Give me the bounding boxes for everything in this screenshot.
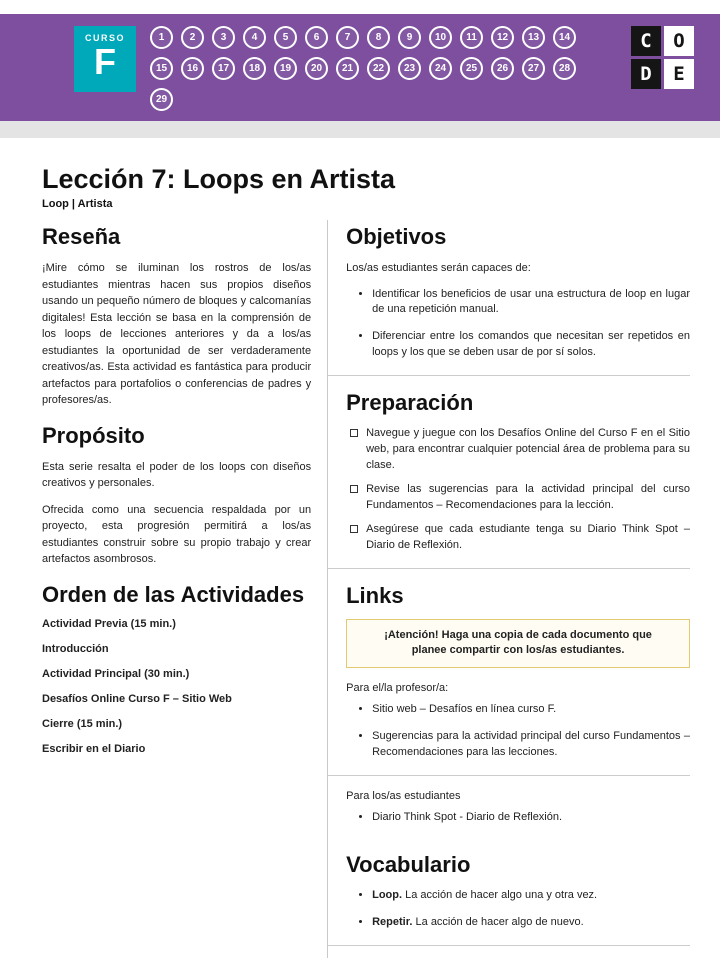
course-label: CURSO [84, 33, 125, 43]
lesson-bubble-23[interactable]: 23 [398, 57, 421, 80]
lesson-content [0, 138, 720, 958]
code-org-logo [631, 26, 694, 89]
lesson-bubble-26[interactable]: 26 [491, 57, 514, 80]
activity-order-list [42, 618, 311, 755]
preparation-item-text: Navegue y juegue con los Desafíos Online del Curso F en el Sitio web, para encontrar cualquier potencial área de problema para su clase. [366, 427, 690, 472]
lesson-bubble-13[interactable]: 13 [522, 26, 545, 49]
teacher-link-item[interactable]: • Sugerencias para la actividad principal del curso Fundamentos – Recomendaciones para las lecciones. [372, 729, 690, 761]
lesson-bubble-29[interactable]: 29 [150, 88, 173, 111]
links-heading: Links [346, 582, 404, 608]
attention-box: ¡Atención! Haga una copia de cada documento que planee compartir con los/as estudiantes. [346, 619, 690, 668]
student-link-item[interactable]: • Diario Think Spot - Diario de Reflexión. [372, 810, 690, 826]
code-logo-letter-e: E [664, 59, 694, 89]
lesson-bubble-21[interactable]: 21 [336, 57, 359, 80]
teacher-link-item[interactable]: • Sitio web – Desafíos en línea curso F. [372, 702, 690, 718]
course-f-logo [74, 26, 136, 92]
lesson-bubble-5[interactable]: 5 [274, 26, 297, 49]
section-divider [328, 945, 690, 946]
objectives-heading: Objetivos [346, 224, 447, 249]
preparation-item-text: Revise las sugerencias para la actividad principal del curso Fundamentos – Recomendaciones para la lección. [366, 483, 690, 511]
proposito-text-1: Esta serie resalta el poder de los loops con diseños creativos y personales. [42, 460, 312, 489]
vocabulary-item: • Loop. La acción de hacer algo una y otra vez. [372, 888, 690, 904]
vocabulary-item: • Repetir. La acción de hacer algo de nuevo. [372, 915, 690, 931]
code-logo-letter-c: C [631, 26, 661, 56]
objective-item: • Identificar los beneficios de usar una estructura de loop en lugar de una repetición manual. [372, 287, 690, 319]
student-links-list [346, 810, 690, 826]
checkbox-icon [350, 525, 358, 533]
lesson-plan-page [0, 14, 720, 958]
left-column [42, 220, 327, 958]
preparation-item [350, 482, 690, 514]
proposito-text-2: Ofrecida como una secuencia respaldada por un proyecto, esta progresión permitirá a los/as estudiantes construir sobre su propio trabajo y crear artefactos asombrosos. [42, 503, 312, 565]
activity-order-heading: Orden de las Actividades [42, 581, 305, 607]
page-title: Lección 7: Loops en Artista [42, 164, 396, 194]
preparation-checklist [346, 426, 690, 554]
preparation-item [350, 426, 690, 474]
lesson-bubble-22[interactable]: 22 [367, 57, 390, 80]
lesson-bubble-11[interactable]: 11 [460, 26, 483, 49]
vocabulary-list [346, 888, 690, 931]
vocabulary-heading: Vocabulario [346, 852, 471, 878]
lesson-bubble-25[interactable]: 25 [460, 57, 483, 80]
lesson-bubble-1[interactable]: 1 [150, 26, 173, 49]
vocab-term: Repetir. [372, 916, 413, 929]
section-divider [328, 775, 690, 776]
lesson-bubble-24[interactable]: 24 [429, 57, 452, 80]
preparation-item [350, 522, 690, 554]
lesson-bubble-12[interactable]: 12 [491, 26, 514, 49]
two-column-layout [42, 220, 690, 958]
student-links-label: Para los/as estudiantes [346, 789, 461, 802]
activity-order-item: Cierre (15 min.) [42, 717, 123, 730]
lesson-bubble-6[interactable]: 6 [305, 26, 328, 49]
lesson-bubble-8[interactable]: 8 [367, 26, 390, 49]
lesson-bubble-14[interactable]: 14 [553, 26, 576, 49]
section-divider [328, 375, 690, 376]
lesson-bubble-27[interactable]: 27 [522, 57, 545, 80]
lesson-bubble-7[interactable]: 7 [336, 26, 359, 49]
lesson-bubble-15[interactable]: 15 [150, 57, 173, 80]
section-divider [328, 568, 690, 569]
lesson-bubble-28[interactable]: 28 [553, 57, 576, 80]
proposito-heading: Propósito [42, 422, 145, 448]
course-letter: F [94, 41, 116, 82]
resena-text: ¡Mire cómo se iluminan los rostros de los/as estudiantes mientras hacen sus propios diseños usando un pequeño número de bloques y calcomanías digitales! Esta lección se basa en la comprensión de los loops de lecciones anteriores y da a los/as estudiantes la oportunidad de ser verdaderamente creativos/as. Esta actividad es fantástica para producir artefactos para portafolios o conferencias de padres y profesores/as. [42, 262, 312, 406]
right-column [327, 220, 690, 958]
activity-order-item: Desafíos Online Curso F – Sitio Web [42, 692, 232, 705]
page-subtitle: Loop | Artista [42, 198, 113, 210]
lesson-bubble-17[interactable]: 17 [212, 57, 235, 80]
activity-order-item: Escribir en el Diario [42, 742, 146, 755]
lesson-bubble-4[interactable]: 4 [243, 26, 266, 49]
lesson-bubbles [150, 26, 582, 111]
header-divider-strip [0, 121, 720, 138]
lesson-bubble-20[interactable]: 20 [305, 57, 328, 80]
lesson-bubble-10[interactable]: 10 [429, 26, 452, 49]
activity-order-item: Introducción [42, 642, 109, 655]
preparation-item-text: Asegúrese que cada estudiante tenga su Diario Think Spot – Diario de Reflexión. [366, 522, 690, 551]
objectives-list [346, 287, 690, 362]
teacher-links-list [346, 702, 690, 761]
activity-order-item: Actividad Previa (15 min.) [42, 617, 176, 630]
resena-heading: Reseña [42, 224, 121, 249]
lesson-bubble-2[interactable]: 2 [181, 26, 204, 49]
objectives-intro: Los/as estudiantes serán capaces de: [346, 262, 531, 274]
lesson-bubble-19[interactable]: 19 [274, 57, 297, 80]
teacher-links-label: Para el/la profesor/a: [346, 681, 449, 694]
lesson-bubble-9[interactable]: 9 [398, 26, 421, 49]
lesson-bubble-16[interactable]: 16 [181, 57, 204, 80]
checkbox-icon [350, 429, 358, 437]
vocab-term: Loop. [372, 889, 403, 902]
course-header [0, 14, 720, 121]
code-logo-letter-o: O [664, 26, 694, 56]
activity-order-item: Actividad Principal (30 min.) [42, 667, 190, 680]
lesson-bubble-3[interactable]: 3 [212, 26, 235, 49]
objective-item: • Diferenciar entre los comandos que necesitan ser repetidos en loops y los que se deben usar de por sí solos. [372, 329, 690, 361]
preparation-heading: Preparación [346, 390, 474, 416]
code-logo-letter-d: D [631, 59, 661, 89]
lesson-bubble-18[interactable]: 18 [243, 57, 266, 80]
checkbox-icon [350, 485, 358, 493]
